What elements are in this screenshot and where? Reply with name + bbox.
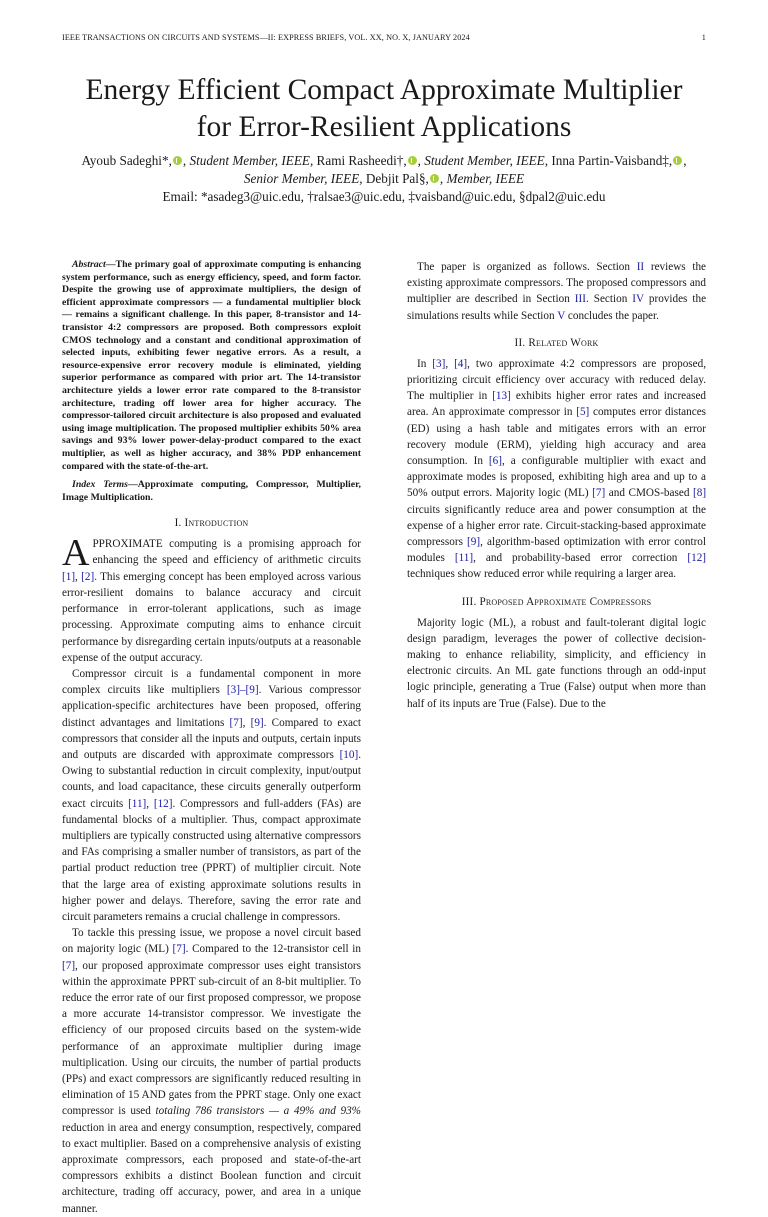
title-line-1: Energy Efficient Compact Approximate Multiplier	[85, 74, 683, 106]
citation-link[interactable]: [9]	[250, 716, 264, 729]
intro-paragraph-3-start: To tackle this pressing issue, we propose a novel circuit based on majority logic (ML) [7]. Compared to the 12-transistor cell in [7], our proposed approximate compressor uses eight transistors within the approximate PPRT sub-circuit of an 8-bit multiplier. To reduce the error rate of our first proposed compressor, we propose a more accurate 14-transistor compressor. We investigate the efficiency of our proposed circuits based on the system-wide performance of an approximate multiplier during image multiplication. Using our circuits, the number of partial products (PPs) and exact compressors are significantly reduced resulting in elimination of 15 AND gates from the PPRT stage. Only one exact compressor is used totaling 786 transistors — a 49% and 93% reduction in area and energy consumption, respectively, compared to exact multiplier. Based on a comprehensive analysis of existing approximate compressors, each proposed and state-of-the-art compressors exhibits a distinct Boolean function and circuit architecture, trading off accuracy, power, and area in a unique manner.	[62, 927, 362, 1215]
author-emails: Email: *asadeg3@uic.edu, †ralsae3@uic.edu, ‡vaisband@uic.edu, §dpal2@uic.edu	[162, 189, 606, 204]
section-title-introduction: I. Introduction	[174, 517, 249, 530]
section-link[interactable]: III	[574, 293, 586, 306]
citation-link[interactable]: [6]	[488, 455, 502, 468]
citation-link[interactable]: [12]	[687, 552, 707, 565]
author-block	[70, 152, 698, 206]
orcid-icon[interactable]	[673, 156, 682, 165]
title-line-2: for Error-Resilient Applications	[196, 111, 572, 143]
section-link[interactable]: II	[636, 261, 645, 273]
running-header	[62, 33, 706, 42]
author-2-name: Rami Rasheedi†,	[316, 153, 407, 168]
intro-paragraph-2: Compressor circuit is a fundamental component in more complex circuits like multipliers [3]–[9]. Various compressor application-specific architectures have been proposed, offering distinct advantages and limitations [7], [9]. Compared to exact compressors that consider all the inputs and outputs, certain inputs and outputs are discarded with approximate compressors [10]. Owing to substantial reduction in circuit complexity, input/output counts, and load capacitance, these circuits generally outperform exact circuits [11], [12]. Compressors and full-adders (FAs) are fundamental blocks of a multiplier. Thus, compact approximate multipliers are typically constructed using alternative compressors and FAs comprising a smaller number of transistors, as part of the partial product reduction tree (PPRT) of multiplier circuit. Note that the large area of existing approximate solutions results in higher power and delays. Therefore, saving the error rate and circuit parameters remains a crucial challenge in compressors.	[62, 667, 362, 923]
citation-link[interactable]: [8]	[693, 487, 707, 500]
citation-link[interactable]: [3]	[432, 357, 446, 370]
index-terms-lead: Index Terms	[72, 479, 128, 491]
author-4-role: Member, IEEE	[446, 171, 525, 186]
author-4-name: Debjit Pal§,	[365, 171, 429, 186]
author-1-role: Student Member, IEEE,	[189, 153, 314, 168]
related-paragraph: In [3], [4], two approximate 4:2 compressors are proposed, prioritizing circuit efficiency over accuracy with reduced delay. The multiplier in [13] exhibits higher error rates and increased area. An approximate compressor in [5] computes error distances (ED) using a hash table and mitigates errors with an error recovery module (ERM), yielding high accuracy and area consumption. In [6], a configurable multiplier with exact and approximate modes is proposed, exhibiting high area and up to a 50% output errors. Majority logic (ML) [7] and CMOS-based [8] circuits significantly reduce area and power consumption at the expense of a higher error rate. Circuit-stacking-based approximate compressors [9], algorithm-based optimization with error control modules [11], and probability-based error correction [12] techniques show reduced error while requiring a larger area.	[407, 357, 707, 581]
citation-link[interactable]: [7]	[229, 716, 243, 729]
citation-link[interactable]: [5]	[576, 406, 590, 419]
citation-link[interactable]: [2]	[81, 570, 95, 583]
index-terms	[62, 479, 361, 504]
section-link[interactable]: V	[557, 309, 566, 322]
author-3-role: Senior Member, IEEE,	[243, 171, 363, 186]
right-column	[407, 259, 706, 712]
citation-link[interactable]: [1]	[62, 570, 76, 583]
author-3-name: Inna Partin-Vaisband‡,	[551, 153, 673, 168]
abstract	[62, 259, 361, 473]
section-link[interactable]: IV	[632, 293, 644, 306]
orcid-icon[interactable]	[408, 156, 417, 165]
citation-link[interactable]: [7]	[62, 959, 76, 972]
left-column	[62, 259, 361, 1217]
intro-paragraph-4: The paper is organized as follows. Section II reviews the existing approximate compressors. The proposed compressors and multiplier are described in Section III. Section IV provides the simulations results while Section V concludes the paper.	[407, 261, 707, 322]
abstract-text: —The primary goal of approximate computing is enhancing system performance, such as energy efficiency, speed, and form factor. Despite the growing use of approximate multipliers, the design of efficient approximate compressors — a fundamental multiplier block — remains a significant challenge. In this paper, 8-transistor and 14-transistor 4:2 compressors are proposed. Both compressors exploit CMOS technology and a constant and conditional approximation of selected inputs, exhibiting fewer negative errors. As a result, a resource-expensive error recovery module is eliminated, yielding superior performance as compared with prior art. The 14-transistor architecture yields a lower error rate compared to the 8-transistor architecture, trading off lower area for higher accuracy. The compressor-tailored circuit architecture is also proposed and evaluated using image multiplication. The proposed multiplier exhibits 50% area savings and 93% lower power-delay-product compared to the exact multiplier, as well as higher accuracy, and 38% PDP enhancement compared with the state-of-the-art.	[62, 259, 361, 472]
citation-link[interactable]: [12]	[153, 797, 173, 810]
section-title-related-work: II. Related Work	[514, 336, 599, 349]
section-title-proposed: III. Proposed Approximate Compressors	[461, 595, 652, 608]
citation-link[interactable]: [9]	[467, 536, 481, 549]
author-1-name: Ayoub Sadeghi*,	[81, 153, 172, 168]
citation-link[interactable]: [11]	[454, 552, 474, 565]
citation-link[interactable]: [10]	[339, 748, 359, 761]
orcid-icon[interactable]	[430, 174, 439, 183]
citation-link[interactable]: [13]	[492, 390, 511, 403]
citation-link[interactable]: [3]–[9]	[226, 684, 259, 697]
intro-paragraph-1: APPROXIMATE computing is a promising approach for enhancing the speed and efficiency of arithmetic circuits [1], [2]. This emerging concept has been employed across various error-resilient domains to balance accuracy and circuit performance in error-tolerant applications, such as image processing. Approximate computing aims to enhance circuit performance by disregarding certain inputs/outputs at a reasonable expense of the output accuracy.	[62, 532, 362, 664]
author-2-role: Student Member, IEEE,	[424, 153, 549, 168]
author-names: Ayoub Sadeghi*, , Student Member, IEEE, Rami Rasheedi†, , Student Member, IEEE, Inna Partin-Vaisband‡, , Senior Member, IEEE, Debjit Pal§, , Member, IEEE	[81, 153, 687, 186]
proposed-paragraph-1: Majority logic (ML), a robust and fault-tolerant digital logic design paradigm, leverages the power of collective decision-making to enhance reliability, simplicity, and efficiency in electronic circuits. An ML gate functions through an odd-input logic principle, generating a True (False) output when more than half of its inputs are True (False). Due to the	[407, 616, 706, 710]
citation-link[interactable]: [4]	[454, 357, 468, 370]
citation-link[interactable]: [7]	[592, 487, 606, 500]
index-terms-text: —Approximate computing, Compressor, Multiplier, Image Multiplication.	[62, 479, 361, 503]
citation-link[interactable]: [11]	[128, 797, 147, 810]
drop-cap: A	[62, 532, 90, 575]
citation-link[interactable]: [7]	[172, 943, 186, 956]
page-number: 1	[701, 33, 706, 42]
paper-title	[40, 72, 728, 146]
abstract-lead: Abstract	[72, 259, 106, 270]
journal-name: IEEE TRANSACTIONS ON CIRCUITS AND SYSTEMS—II: EXPRESS BRIEFS, VOL. XX, NO. X, JANUARY 2024	[62, 33, 470, 42]
orcid-icon[interactable]	[173, 156, 182, 165]
